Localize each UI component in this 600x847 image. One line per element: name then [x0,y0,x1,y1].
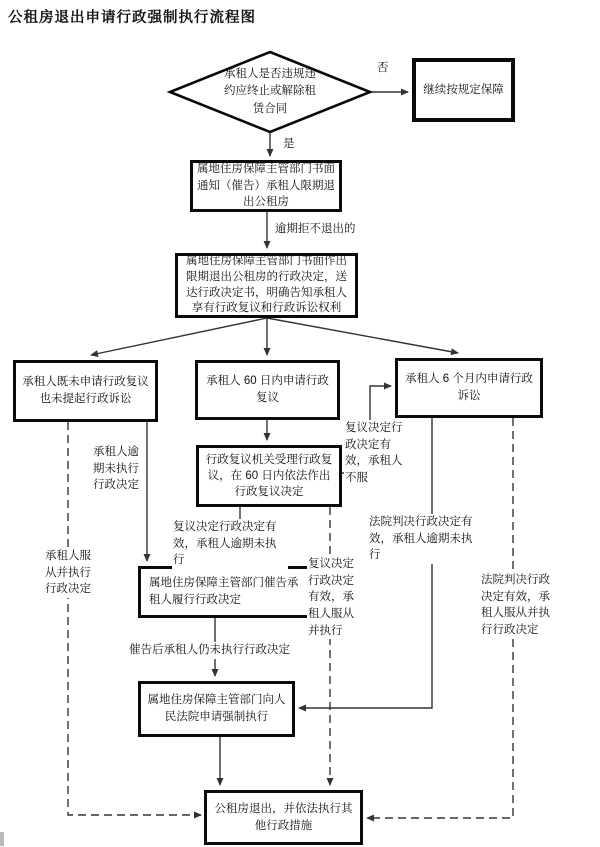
node-continue-guarantee: 继续按规定保障 [412,58,515,122]
node-reconsideration-organ: 行政复议机关受理行政复议，在 60 日内依法作出行政复议决定 [196,445,342,507]
edge-label-urge-still-not: 催告后承租人仍未执行行政决定 [128,642,291,659]
node-court-enforce: 属地住房保障主管部门向人民法院申请强制执行 [138,681,295,737]
node-exit: 公租房退出，并依法执行其他行政措施 [204,790,363,845]
node-litigation: 承租人 6 个月内申请行政诉讼 [395,358,543,418]
node-no-action: 承租人既未申请行政复议也未提起行政诉讼 [13,360,158,422]
edge-label-recon-valid-overdue: 复议决定行政决定有效，承租人逾期未执行 [172,519,288,569]
edge-label-no: 否 [376,60,390,77]
page-title: 公租房退出申请行政强制执行流程图 [8,10,256,26]
edge-label-obey-execute: 承租人服从并执行行政决定 [44,548,98,598]
node-urge: 属地住房保障主管部门催告承租人履行行政决定 [138,566,310,618]
edge-label-yes: 是 [282,136,296,153]
node-notify: 属地住房保障主管部门书面通知（催告）承租人限期退出公租房 [190,160,342,212]
edge-label-court-valid-overdue: 法院判决行政决定有效，承租人逾期未执行 [368,514,484,564]
edge-label-overdue-not-execute: 承租人逾期未执行行政决定 [92,444,146,494]
node-decision: 承租人是否违规违约应终止或解除租赁合同 [224,68,316,115]
edge-label-recon-valid-dissatisfied: 复议决定行政决定有效，承租人不服 [344,420,414,487]
edge-label-court-valid-obey: 法院判决行政决定有效，承租人服从并执行行政决定 [480,572,558,639]
edge-label-overdue-refuse: 逾期拒不退出的 [274,221,357,238]
node-admin-decision: 属地住房保障主管部门书面作出限期退出公租房的行政决定，送达行政决定书，明确告知承租人享有行政复议和行政诉讼权利 [175,253,358,318]
node-reconsideration: 承租人 60 日内申请行政复议 [195,360,340,420]
edge-label-recon-valid-obey: 复议决定行政决定有效，承租人服从并执行 [307,556,363,639]
page-edge-artifact [0,832,4,846]
